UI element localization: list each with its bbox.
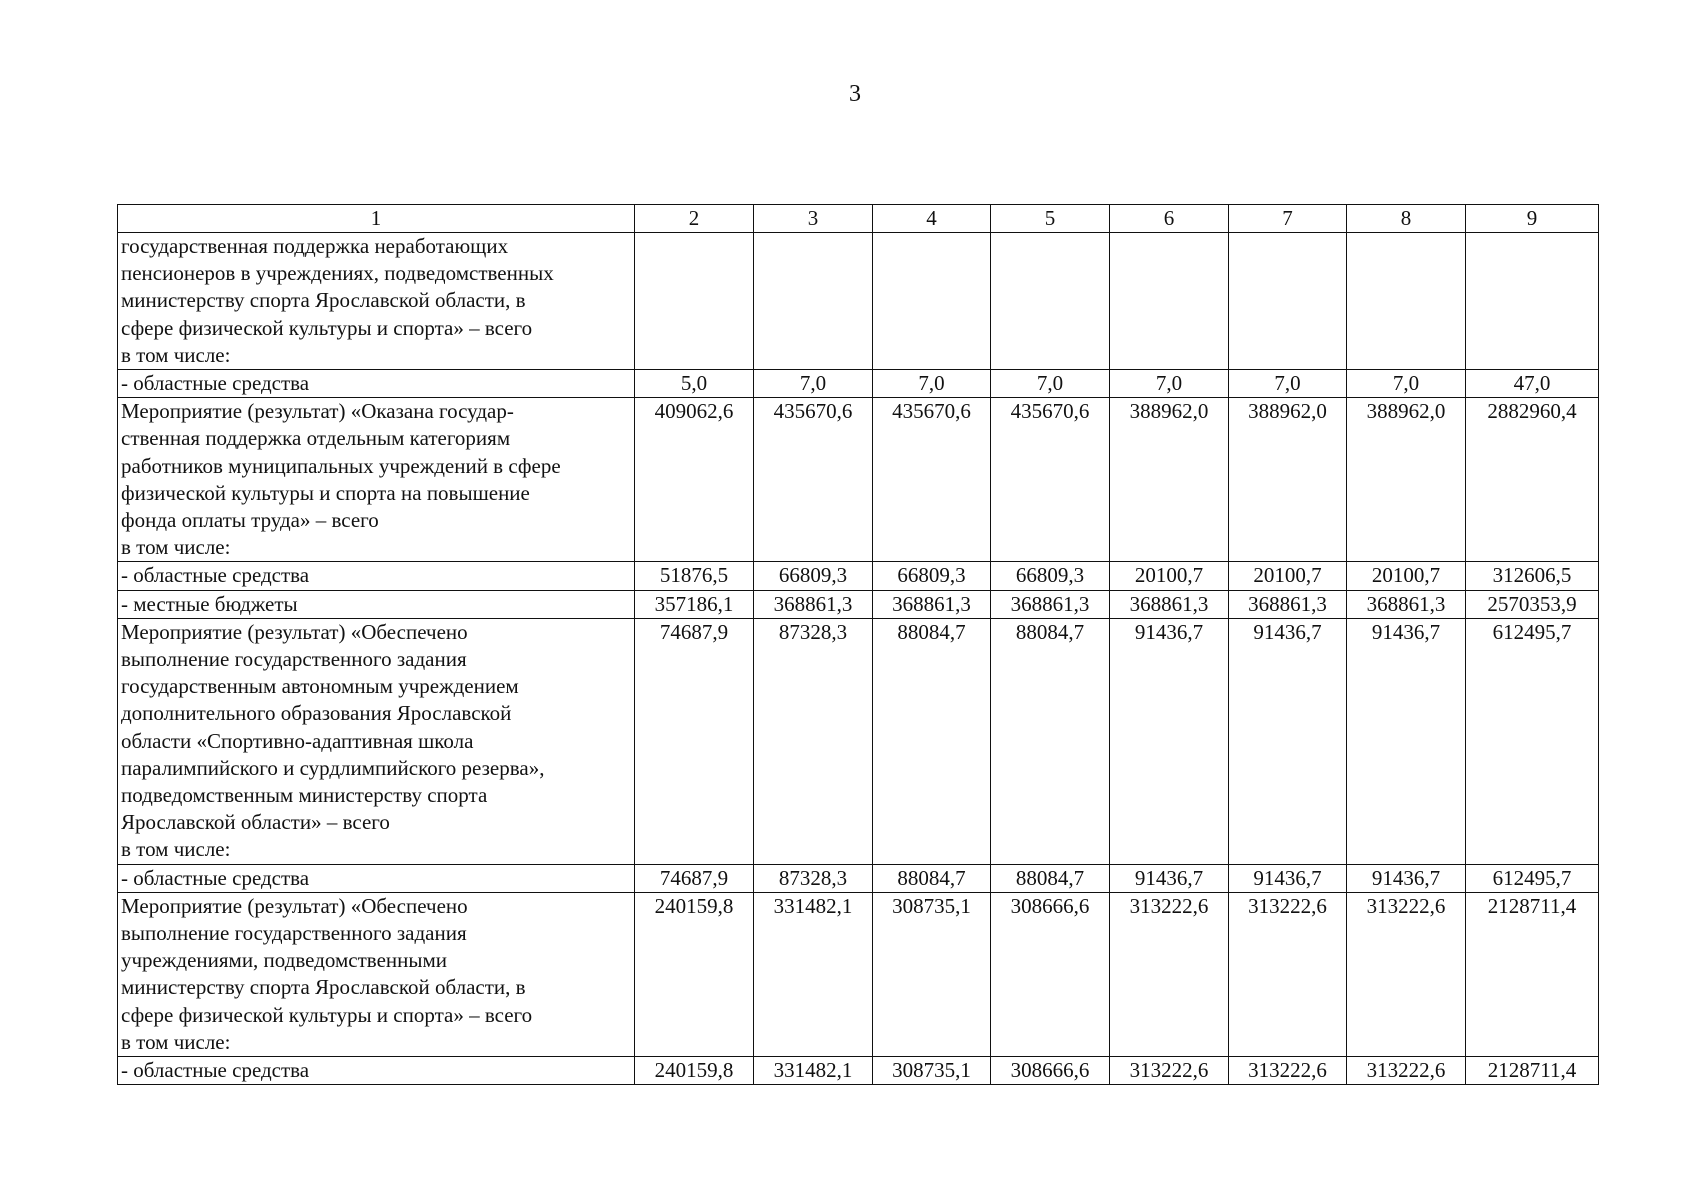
- value-cell-col-4: 66809,3: [873, 562, 991, 590]
- value-cell-col-8: 313222,6: [1347, 892, 1466, 1056]
- value-cell-col-6: 388962,0: [1110, 398, 1229, 562]
- table-row: [118, 618, 1599, 864]
- value-cell-col-3: 7,0: [754, 370, 873, 398]
- table-row: [118, 398, 1599, 562]
- column-number-row: [118, 205, 1599, 233]
- row-label: [118, 1057, 635, 1085]
- budget-table: [117, 204, 1599, 1085]
- value-cell-col-7: 368861,3: [1229, 590, 1347, 618]
- row-label-line: - областные средства: [121, 865, 310, 890]
- table-row: [118, 864, 1599, 892]
- row-label-line: государственная поддержка неработающих: [121, 234, 509, 258]
- value-cell-col-8: 368861,3: [1347, 590, 1466, 618]
- value-cell-col-7: 7,0: [1229, 370, 1347, 398]
- value-cell-col-5: 66809,3: [991, 562, 1110, 590]
- value-cell-col-3: 66809,3: [754, 562, 873, 590]
- row-label-line: Мероприятие (результат) «Оказана государ-: [121, 399, 514, 424]
- value-cell-col-3: 331482,1: [754, 892, 873, 1056]
- value-cell-col-2: 51876,5: [635, 562, 754, 590]
- row-label-line: физической культуры и спорта на повышение: [121, 480, 530, 505]
- value-cell-col-7: [1229, 233, 1347, 370]
- row-label-line: в том числе:: [121, 342, 231, 367]
- row-label: [118, 398, 635, 562]
- value-cell-col-8: 313222,6: [1347, 1057, 1466, 1085]
- value-cell-col-9: [1466, 233, 1599, 370]
- value-cell-col-2: 409062,6: [635, 398, 754, 562]
- table-row: [118, 562, 1599, 590]
- row-label-line: Мероприятие (результат) «Обеспечено: [121, 893, 468, 918]
- table-row: [118, 370, 1599, 398]
- value-cell-col-7: 91436,7: [1229, 618, 1347, 864]
- value-cell-col-6: 313222,6: [1110, 892, 1229, 1056]
- row-label: [118, 618, 635, 864]
- row-label-line: сфере физической культуры и спорта» – всего: [121, 1002, 533, 1027]
- row-label-line: выполнение государственного задания: [121, 647, 467, 672]
- column-number-3: 3: [754, 205, 873, 233]
- row-label-line: паралимпийского и сурдлимпийского резерва»,: [121, 755, 545, 780]
- value-cell-col-3: 435670,6: [754, 398, 873, 562]
- row-label-line: - областные средства: [121, 371, 310, 396]
- row-label-line: в том числе:: [121, 1029, 231, 1054]
- row-label: [118, 233, 635, 370]
- value-cell-col-9: 2570353,9: [1466, 590, 1599, 618]
- row-label-line: Ярославской области» – всего: [121, 810, 390, 835]
- value-cell-col-6: 91436,7: [1110, 864, 1229, 892]
- value-cell-col-8: 7,0: [1347, 370, 1466, 398]
- row-label-line: сфере физической культуры и спорта» – всего: [121, 315, 533, 340]
- value-cell-col-4: 88084,7: [873, 864, 991, 892]
- column-number-1: 1: [118, 205, 635, 233]
- row-label-line: области «Спортивно-адаптивная школа: [121, 728, 474, 753]
- value-cell-col-4: 308735,1: [873, 1057, 991, 1085]
- value-cell-col-4: 88084,7: [873, 618, 991, 864]
- value-cell-col-2: [635, 233, 754, 370]
- column-number-9: 9: [1466, 205, 1599, 233]
- row-label-line: Мероприятие (результат) «Обеспечено: [121, 619, 468, 644]
- value-cell-col-5: 435670,6: [991, 398, 1110, 562]
- column-number-5: 5: [991, 205, 1110, 233]
- row-label-line: пенсионеров в учреждениях, подведомственных: [121, 261, 554, 286]
- value-cell-col-8: 91436,7: [1347, 864, 1466, 892]
- value-cell-col-5: 308666,6: [991, 892, 1110, 1056]
- table-row: [118, 590, 1599, 618]
- table-body: [118, 205, 1599, 1085]
- value-cell-col-6: 20100,7: [1110, 562, 1229, 590]
- value-cell-col-2: 74687,9: [635, 864, 754, 892]
- value-cell-col-2: 357186,1: [635, 590, 754, 618]
- column-number-8: 8: [1347, 205, 1466, 233]
- value-cell-col-2: 5,0: [635, 370, 754, 398]
- value-cell-col-3: [754, 233, 873, 370]
- value-cell-col-2: 240159,8: [635, 1057, 754, 1085]
- value-cell-col-9: 2128711,4: [1466, 892, 1599, 1056]
- value-cell-col-5: 308666,6: [991, 1057, 1110, 1085]
- value-cell-col-9: 312606,5: [1466, 562, 1599, 590]
- value-cell-col-2: 240159,8: [635, 892, 754, 1056]
- value-cell-col-8: 388962,0: [1347, 398, 1466, 562]
- value-cell-col-6: 368861,3: [1110, 590, 1229, 618]
- value-cell-col-9: 2128711,4: [1466, 1057, 1599, 1085]
- value-cell-col-9: 612495,7: [1466, 864, 1599, 892]
- table-row: [118, 892, 1599, 1056]
- value-cell-col-8: [1347, 233, 1466, 370]
- row-label-line: - областные средства: [121, 1058, 310, 1083]
- value-cell-col-5: 88084,7: [991, 864, 1110, 892]
- value-cell-col-8: 20100,7: [1347, 562, 1466, 590]
- value-cell-col-9: 2882960,4: [1466, 398, 1599, 562]
- row-label-line: работников муниципальных учреждений в сфере: [121, 453, 561, 478]
- value-cell-col-7: 388962,0: [1229, 398, 1347, 562]
- value-cell-col-9: 612495,7: [1466, 618, 1599, 864]
- value-cell-col-4: [873, 233, 991, 370]
- row-label-line: учреждениями, подведомственными: [121, 948, 448, 973]
- row-label-line: ственная поддержка отдельным категориям: [121, 426, 511, 451]
- row-label-line: государственным автономным учреждением: [121, 674, 519, 699]
- row-label-line: в том числе:: [121, 837, 231, 862]
- value-cell-col-8: 91436,7: [1347, 618, 1466, 864]
- value-cell-col-3: 87328,3: [754, 864, 873, 892]
- row-label-line: - местные бюджеты: [121, 591, 298, 616]
- table-row: [118, 233, 1599, 370]
- column-number-7: 7: [1229, 205, 1347, 233]
- value-cell-col-6: [1110, 233, 1229, 370]
- row-label: [118, 562, 635, 590]
- value-cell-col-5: 88084,7: [991, 618, 1110, 864]
- value-cell-col-4: 368861,3: [873, 590, 991, 618]
- value-cell-col-6: 91436,7: [1110, 618, 1229, 864]
- value-cell-col-3: 368861,3: [754, 590, 873, 618]
- value-cell-col-6: 7,0: [1110, 370, 1229, 398]
- column-number-4: 4: [873, 205, 991, 233]
- value-cell-col-7: 20100,7: [1229, 562, 1347, 590]
- value-cell-col-4: 435670,6: [873, 398, 991, 562]
- value-cell-col-6: 313222,6: [1110, 1057, 1229, 1085]
- row-label-line: в том числе:: [121, 535, 231, 560]
- value-cell-col-7: 313222,6: [1229, 892, 1347, 1056]
- row-label-line: министерству спорта Ярославской области, в: [121, 975, 526, 1000]
- value-cell-col-7: 91436,7: [1229, 864, 1347, 892]
- row-label: [118, 864, 635, 892]
- row-label-line: - областные средства: [121, 563, 310, 588]
- row-label-line: выполнение государственного задания: [121, 921, 467, 946]
- value-cell-col-9: 47,0: [1466, 370, 1599, 398]
- value-cell-col-4: 308735,1: [873, 892, 991, 1056]
- value-cell-col-5: [991, 233, 1110, 370]
- value-cell-col-3: 331482,1: [754, 1057, 873, 1085]
- row-label: [118, 590, 635, 618]
- row-label-line: дополнительного образования Ярославской: [121, 701, 512, 726]
- row-label-line: подведомственным министерству спорта: [121, 783, 488, 808]
- value-cell-col-4: 7,0: [873, 370, 991, 398]
- value-cell-col-7: 313222,6: [1229, 1057, 1347, 1085]
- row-label: [118, 892, 635, 1056]
- page-number: 3: [849, 81, 861, 107]
- value-cell-col-2: 74687,9: [635, 618, 754, 864]
- table-row: [118, 1057, 1599, 1085]
- value-cell-col-3: 87328,3: [754, 618, 873, 864]
- value-cell-col-5: 368861,3: [991, 590, 1110, 618]
- value-cell-col-5: 7,0: [991, 370, 1110, 398]
- row-label-line: министерству спорта Ярославской области, в: [121, 288, 526, 313]
- column-number-6: 6: [1110, 205, 1229, 233]
- row-label-line: фонда оплаты труда» – всего: [121, 508, 379, 533]
- row-label: [118, 370, 635, 398]
- column-number-2: 2: [635, 205, 754, 233]
